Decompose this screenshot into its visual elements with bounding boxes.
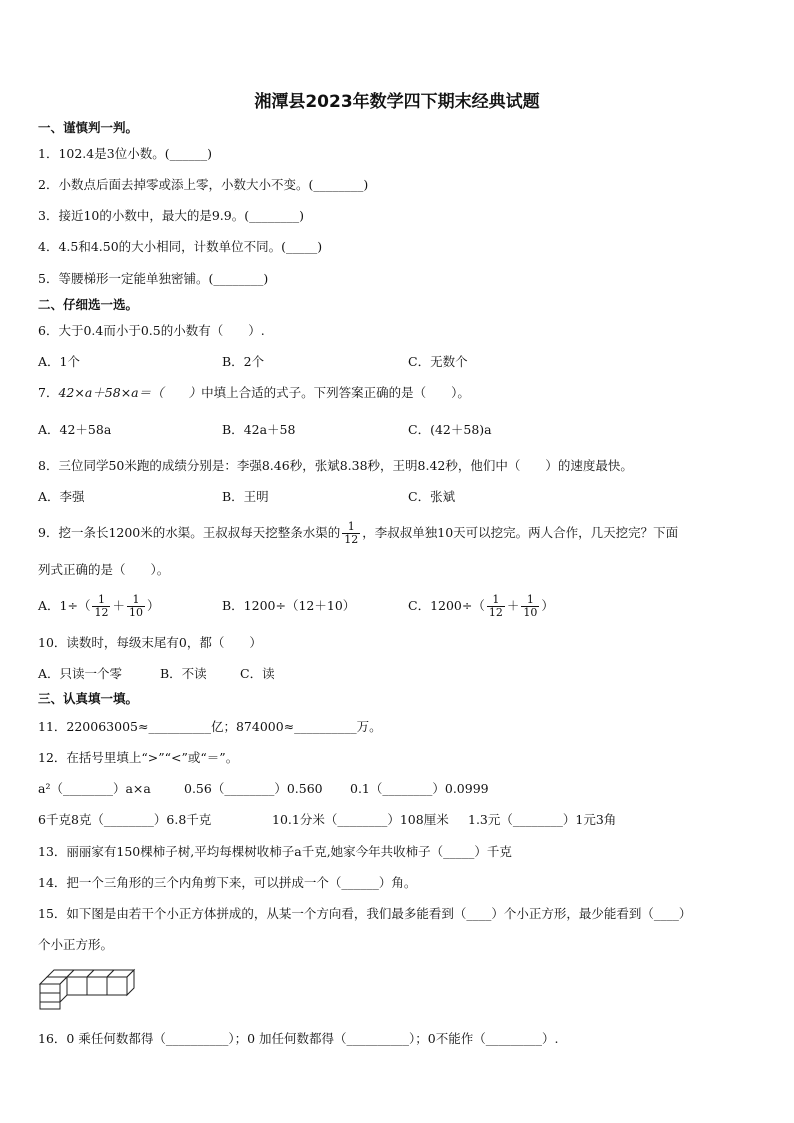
q7-option-c	[408, 421, 492, 439]
question-3: 3．接近10的小数中，最大的是9.9。(________)	[38, 208, 304, 223]
q9a-fraction-2-numerator: 1	[127, 594, 145, 607]
section-heading-3: 三、认真填一填。	[38, 691, 139, 706]
question-9-line-2: 列式正确的是（ ）。	[38, 562, 170, 577]
q6-option-c: C．无数个	[408, 354, 468, 369]
q7-option-c-expr: (42＋58)a	[430, 422, 492, 437]
question-12: 12．在括号里填上“>”“<”或“＝”。	[38, 750, 239, 765]
question-7	[38, 384, 470, 402]
question-11: 11．220063005≈__________亿；874000≈__________万。	[38, 719, 382, 734]
q7-option-a-label: A．	[38, 422, 60, 437]
q10-option-a: A．只读一个零	[38, 666, 123, 681]
q12-item-3: 0.1（________）0.0999	[350, 781, 489, 796]
q9a-suffix: ）	[146, 598, 160, 613]
q9c-plus: ＋	[506, 598, 520, 613]
question-6: 6．大于0.4而小于0.5的小数有（ ）.	[38, 323, 265, 338]
q9c-fraction-2-denominator: 10	[523, 606, 538, 619]
question-9	[38, 519, 678, 547]
q9c-fraction-2-numerator: 1	[521, 594, 539, 607]
q9c-fraction-1	[487, 594, 505, 619]
q9c-prefix: C．1200÷（	[408, 598, 485, 613]
q9-option-b: B．1200÷（12＋10）	[222, 598, 356, 613]
q8-option-a: A．李强	[38, 489, 85, 504]
section-heading-1: 一、谨慎判一判。	[38, 120, 139, 135]
q9c-suffix: ）	[541, 598, 554, 613]
question-13: 13．丽丽家有150棵柿子树,平均每棵树收柿子a千克,她家今年共收柿子（_____）千克	[38, 844, 512, 859]
q9a-fraction-1-numerator: 1	[92, 594, 110, 607]
q9a-fraction-1	[92, 594, 110, 619]
question-15-line-2: 个小正方形。	[38, 937, 114, 952]
q9a-fraction-2-denominator: 10	[128, 606, 143, 619]
question-16: 16．0 乘任何数都得（__________）；0 加任何数都得（__________）；0不能作（_________）.	[38, 1031, 559, 1046]
section-heading-2: 二、仔细选一选。	[38, 297, 139, 312]
q7-expression: 42×a＋58×a＝（ ）	[58, 385, 202, 400]
cube-stack-figure	[36, 968, 146, 1012]
q9-option-c	[408, 592, 554, 620]
question-5: 5．等腰梯形一定能单独密铺。(________)	[38, 271, 269, 286]
q9-option-a	[38, 592, 160, 620]
question-8: 8．三位同学50米跑的成绩分别是：李强8.46秒，张斌8.38秒，王明8.42秒，他们中（ ）的速度最快。	[38, 458, 633, 473]
q7-option-c-label: C．	[408, 422, 431, 437]
q9-fraction	[342, 521, 360, 546]
q7-text: 中填上合适的式子。下列答案正确的是（ ）。	[201, 385, 470, 400]
q12-item-1: a²（________）a×a	[38, 781, 151, 796]
q12-item-5: 10.1分米（________）108厘米	[272, 812, 449, 827]
q7-option-a-expr: 42＋58a	[59, 422, 112, 437]
q9c-fraction-2	[521, 594, 539, 619]
question-2: 2．小数点后面去掉零或添上零，小数大小不变。(________)	[38, 177, 369, 192]
q9a-prefix: A．1÷（	[38, 598, 91, 613]
question-1: 1．102.4是3位小数。(______)	[38, 146, 212, 161]
q9c-fraction-1-denominator: 12	[488, 606, 503, 619]
q8-option-b: B．王明	[222, 489, 269, 504]
q9a-fraction-1-denominator: 12	[94, 606, 109, 619]
q9-fraction-denominator: 12	[344, 533, 359, 546]
q9c-fraction-1-numerator: 1	[487, 594, 505, 607]
q12-item-2: 0.56（________）0.560	[184, 781, 323, 796]
q9a-plus: ＋	[112, 598, 125, 613]
q7-option-a	[38, 421, 111, 439]
question-15: 15．如下图是由若干个小正方体拼成的，从某一个方向看，我们最多能看到（____）个小正方形，最少能看到（____）	[38, 906, 692, 921]
q12-item-4: 6千克8克（________）6.8千克	[38, 812, 212, 827]
question-4: 4．4.5和4.50的大小相同，计数单位不同。(_____)	[38, 239, 323, 254]
q10-option-c: C．读	[240, 666, 275, 681]
question-10: 10．读数时，每级末尾有0，都（ ）	[38, 635, 262, 650]
q7-option-b-expr: 42a＋58	[243, 422, 296, 437]
q9-fraction-numerator: 1	[342, 521, 360, 534]
q9-text-start: 9．挖一条长1200米的水渠。王叔叔每天挖整条水渠的	[38, 525, 341, 540]
q12-item-6: 1.3元（________）1元3角	[468, 812, 617, 827]
q10-option-b: B．不读	[160, 666, 207, 681]
q7-option-b	[222, 421, 295, 439]
page-title: 湘潭县2023年数学四下期末经典试题	[254, 92, 540, 112]
q8-option-c: C．张斌	[408, 489, 456, 504]
q6-option-a: A．1个	[38, 354, 80, 369]
q9-text-end: ，李叔叔单独10天可以挖完。两人合作，几天挖完？下面	[362, 525, 679, 540]
question-14: 14．把一个三角形的三个内角剪下来，可以拼成一个（______）角。	[38, 875, 417, 890]
q6-option-b: B．2个	[222, 354, 265, 369]
q7-option-b-label: B．	[222, 422, 244, 437]
q7-number: 7．	[38, 385, 59, 400]
q9a-fraction-2	[127, 594, 145, 619]
